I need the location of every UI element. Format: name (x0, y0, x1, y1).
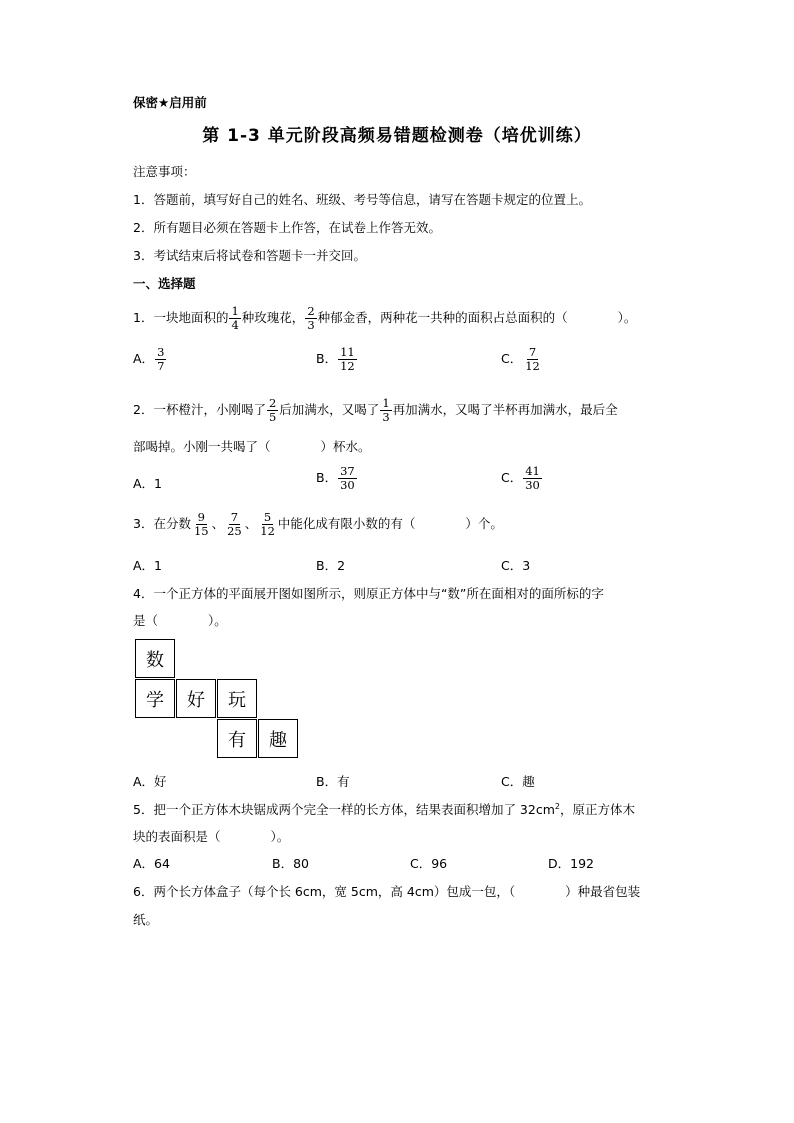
question-3: 3．在分数 $\frac{9}{15}$ 、 $\frac{7}{25}$ 、 $\frac{5}{12}$ 中能化成有限小数的有（ ）个。 (133, 510, 503, 538)
net-cell: 趣 (258, 719, 298, 758)
fraction: $\frac{1}{3}$ (382, 396, 390, 424)
section-heading: 一、选择题 (133, 276, 196, 291)
q5-option-a: A．64 (133, 856, 170, 871)
net-cell: 玩 (217, 679, 257, 718)
q5-option-c: C．96 (410, 856, 448, 871)
question-4-line-2: 是（ ）。 (133, 613, 227, 628)
note-item-1: 1．答题前，填写好自己的姓名、班级、考号等信息，请写在答题卡规定的位置上。 (133, 192, 591, 207)
note-item-2: 2．所有题目必须在答题卡上作答，在试卷上作答无效。 (133, 220, 441, 235)
fraction: $\frac{5}{12}$ (260, 510, 275, 538)
q1-option-b: B． $\frac{11}{12}$ (316, 345, 355, 373)
q1-option-a: A． $\frac{3}{7}$ (133, 345, 165, 373)
q3-option-b: B．2 (316, 558, 346, 573)
q4-option-a: A．好 (133, 774, 167, 789)
q5-option-b: B．80 (272, 856, 309, 871)
q1-text-b: 种玫瑰花， (241, 310, 305, 325)
question-2-line-1: 2．一杯橙汁，小刚喝了 $\frac{2}{5}$ 后加满水，又喝了 $\frac{1}{3}$ 再加满水，又喝了半杯再加满水，最后全 (133, 396, 618, 424)
question-4-line-1: 4．一个正方体的平面展开图如图所示，则原正方体中与“数”所在面相对的面所标的字 (133, 586, 604, 601)
q2-option-c: C． $\frac{41}{30}$ (501, 464, 540, 492)
q2-option-b: B． $\frac{37}{30}$ (316, 464, 355, 492)
question-5-line-2: 块的表面积是（ ）。 (133, 829, 290, 844)
q2-option-a: A．1 (133, 476, 163, 491)
question-5-line-1: 5．把一个正方体木块锯成两个完全一样的长方体，结果表面积增加了 $32cm^2$，原正方体木 (133, 801, 635, 817)
net-cell: 有 (217, 719, 257, 758)
question-1 (133, 305, 636, 332)
question-6-line-1: 6．两个长方体盒子（每个长 6cm，宽 5cm，高 4cm）包成一包，（ ）种最省包装 (133, 884, 641, 899)
fraction: $\frac{9}{15}$ (193, 510, 209, 538)
q5-option-d: D．192 (548, 856, 594, 871)
q1-text-a: 1．一块地面积的 (133, 310, 229, 325)
q4-option-c: C．趣 (501, 774, 535, 789)
q1-option-c: C． $\frac{7}{12}$ (501, 345, 540, 373)
fraction: $\frac{2}{3}$ (307, 304, 315, 332)
q3-option-c: C．3 (501, 558, 531, 573)
net-cell: 学 (135, 679, 175, 718)
fraction: $\frac{1}{4}$ (231, 304, 239, 332)
page-title: 第 1-3 单元阶段高频易错题检测卷（培优训练） (202, 126, 592, 146)
question-6-line-2: 纸。 (133, 912, 159, 927)
q1-text-c: 种郁金香，两种花一共种的面积占总面积的（ ）。 (317, 310, 637, 325)
fraction: $\frac{2}{5}$ (268, 396, 277, 424)
note-item-3: 3．考试结束后将试卷和答题卡一并交回。 (133, 248, 366, 263)
q3-option-a: A．1 (133, 558, 163, 573)
confidential-label: 保密★启用前 (133, 95, 207, 110)
question-2-line-2: 部喝掉。小刚一共喝了（ ）杯水。 (133, 439, 371, 454)
fraction: $\frac{7}{25}$ (227, 510, 242, 538)
net-cell: 数 (135, 639, 175, 678)
cube-net-figure (135, 639, 299, 759)
q4-option-b: B．有 (316, 774, 350, 789)
notes-heading: 注意事项： (133, 164, 196, 179)
net-cell: 好 (176, 679, 216, 718)
